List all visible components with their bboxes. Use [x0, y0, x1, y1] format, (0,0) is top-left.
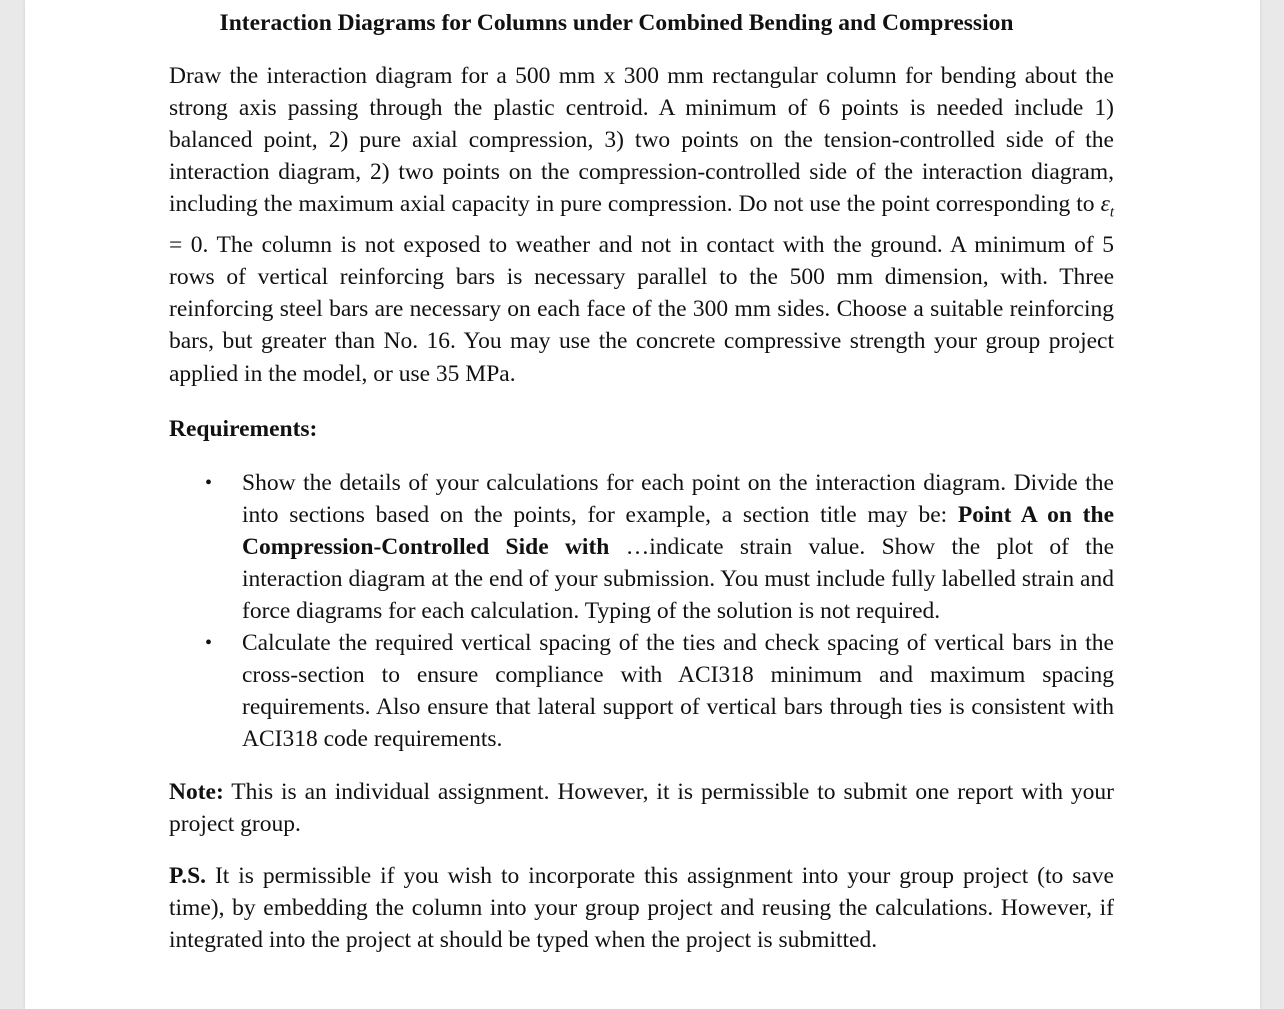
- ps-label: P.S.: [169, 862, 207, 889]
- strain-symbol: $\varepsilon_t$: [1100, 191, 1114, 222]
- example-section-title: Point A on the Compression-Controlled Side with: [242, 501, 1114, 560]
- list-item: • Calculate the required vertical spacing of the ties and check spacing of vertical bars in the cross-section to ensure compliance with ACI318 minimum and maximum spacing requirements. Also ensure that lateral support of vertical bars through ties is consistent with ACI318 code requirements.: [169, 627, 1114, 755]
- ps-paragraph: P.S. It is permissible if you wish to incorporate this assignment into your group project (to save time), by embedding the column into your group project and reusing the calculations. However, if integrated into the project at should be typed when the project is submitted.: [169, 862, 1114, 953]
- page-title: Interaction Diagrams for Columns under Combined Bending and Compression: [219, 10, 1014, 36]
- list-item: • Show the details of your calculations for each point on the interaction diagram. Divide the into sections based on the points, for example, a section title may be: Point A on the Compression-Controlled Side with …indicate strain value. Show the plot of the interaction diagram at the end of your submission. You must include fully labelled strain and force diagrams for each calculation. Typing of the solution is not required.: [169, 467, 1114, 627]
- requirements-heading: Requirements:: [169, 415, 318, 442]
- intro-text-part2: . The column is not exposed to weather and not in contact with the ground. A minimum of 5 rows of vertical reinforcing bars is necessary parallel to the 500 mm dimension, with. Three reinforcing steel bars are necessary on each face of the 300 mm sides. Choose a suitable reinforcing bars, but greater than No. 16. You may use the concrete compressive strength your group project applied in the model, or use 35 MPa.: [169, 232, 1114, 387]
- strain-equals-zero: = 0: [169, 232, 203, 259]
- note-paragraph: Note: This is an individual assignment. However, it is permissible to submit one report with your project group.: [169, 778, 1114, 837]
- requirements-list: [169, 467, 1114, 756]
- intro-paragraph: [169, 60, 1114, 390]
- intro-text-part1: Draw the interaction diagram for a 500 mm x 300 mm rectangular column for bending about the strong axis passing through the plastic centroid. A minimum of 6 points is needed include 1) balanced point, 2) pure axial compression, 3) two points on the tension-controlled side of the interaction diagram, 2) two points on the compression-controlled side of the interaction diagram, including the maximum axial capacity in pure compression. Do not use the point corresponding to: [169, 63, 1114, 218]
- bullet-icon: •: [205, 632, 213, 655]
- document-body: [169, 60, 1114, 956]
- note-label: Note:: [169, 778, 224, 805]
- bullet-icon: •: [205, 471, 213, 494]
